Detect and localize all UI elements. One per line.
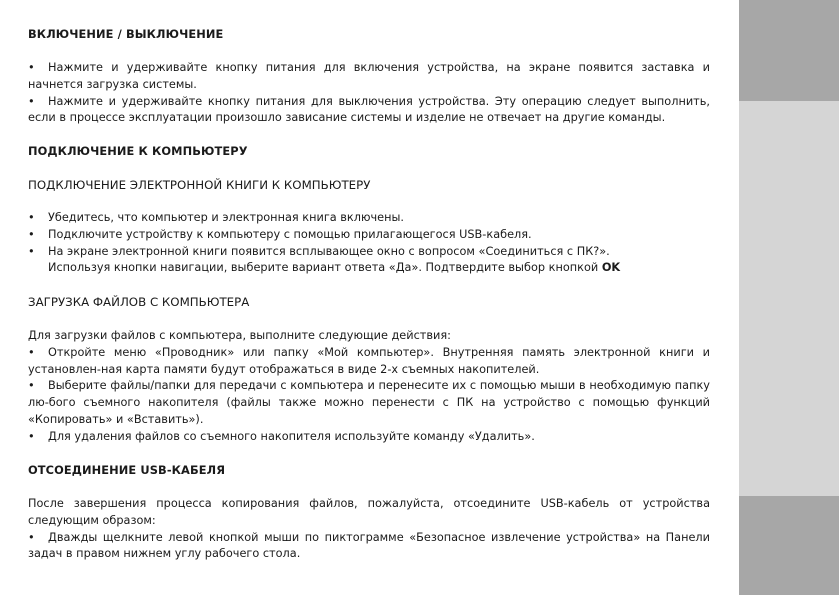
disconnect-section	[28, 462, 710, 479]
pc-subsection	[28, 177, 710, 194]
disconnect-heading: ОТСОЕДИНЕНИЕ USB-КАБЕЛЯ	[28, 463, 226, 477]
disconnect-intro: После завершения процесса копирования файлов, пожалуйста, отсоедините USB-кабель от устройства следующим образом:	[28, 497, 710, 527]
pc-subheading: ПОДКЛЮЧЕНИЕ ЭЛЕКТРОННОЙ КНИГИ К КОМПЬЮТЕРУ	[28, 178, 371, 192]
bullet-icon: •	[28, 94, 35, 108]
bullet-icon: •	[28, 379, 35, 393]
list-item: • На экране электронной книги появится всплывающее окно с вопросом «Соединиться с ПК?».	[28, 244, 710, 261]
bullet-icon: •	[28, 345, 35, 359]
pc-section	[28, 143, 710, 160]
list-item: • Выберите файлы/папки для передачи с компьютера и перенесите их с помощью мыши в необходимую папку лю-бого съемного накопителя (файлы также можно перенести с ПК на устройство с помощью функций «Копировать» и «Вставить»).	[28, 379, 710, 426]
list-item: • Откройте меню «Проводник» или папку «Мой компьютер». Внутренняя память электронной книги и установлен-ная карта памяти будут отображаться в виде 2-х съемных накопителей.	[28, 345, 710, 376]
upload-intro: Для загрузки файлов с компьютера, выполните следующие действия:	[28, 329, 451, 342]
bullet-icon: •	[28, 429, 35, 443]
side-tab-middle	[739, 101, 839, 496]
upload-section	[28, 294, 710, 311]
side-tab-bottom	[739, 496, 839, 595]
list-item: • Для удаления файлов со съемного накопителя используйте команду «Удалить».	[28, 429, 710, 446]
page-side-tab	[739, 0, 839, 595]
bullet-icon: •	[28, 227, 35, 241]
pc-heading: ПОДКЛЮЧЕНИЕ К КОМПЬЮТЕРУ	[28, 144, 248, 158]
list-item: • Нажмите и удерживайте кнопку питания для выключения устройства. Эту операцию следует выполнить, если в процессе эксплуатации произошло зависание системы и изделие не отвечает на другие команды.	[28, 94, 710, 125]
pc-list	[28, 210, 710, 277]
list-item: • Убедитесь, что компьютер и электронная книга включены.	[28, 210, 710, 227]
power-list	[28, 60, 710, 127]
power-section	[28, 26, 710, 43]
side-tab-top	[739, 0, 839, 101]
upload-body	[28, 328, 710, 446]
list-item: • Нажмите и удерживайте кнопку питания для включения устройства, на экране появится заставка и начнется загрузка системы.	[28, 61, 710, 91]
ok-label: OK	[601, 261, 621, 275]
list-item-continuation: Используя кнопки навигации, выберите вариант ответа «Да». Подтвердите выбор кнопкой OK	[48, 261, 621, 275]
bullet-icon: •	[28, 61, 35, 74]
power-heading: ВКЛЮЧЕНИЕ / ВЫКЛЮЧЕНИЕ	[28, 27, 224, 41]
upload-subheading: ЗАГРУЗКА ФАЙЛОВ С КОМПЬЮТЕРА	[28, 295, 250, 309]
list-item: • Подключите устройству к компьютеру с помощью прилагающегося USB-кабеля.	[28, 227, 710, 244]
disconnect-body	[28, 496, 710, 563]
bullet-icon: •	[28, 211, 35, 224]
bullet-icon: •	[28, 244, 35, 258]
bullet-icon: •	[28, 530, 35, 544]
list-item: • Дважды щелкните левой кнопкой мыши по пиктограмме «Безопасное извлечение устройства» на Панели задач в правом нижнем углу рабочего стола.	[28, 530, 710, 561]
